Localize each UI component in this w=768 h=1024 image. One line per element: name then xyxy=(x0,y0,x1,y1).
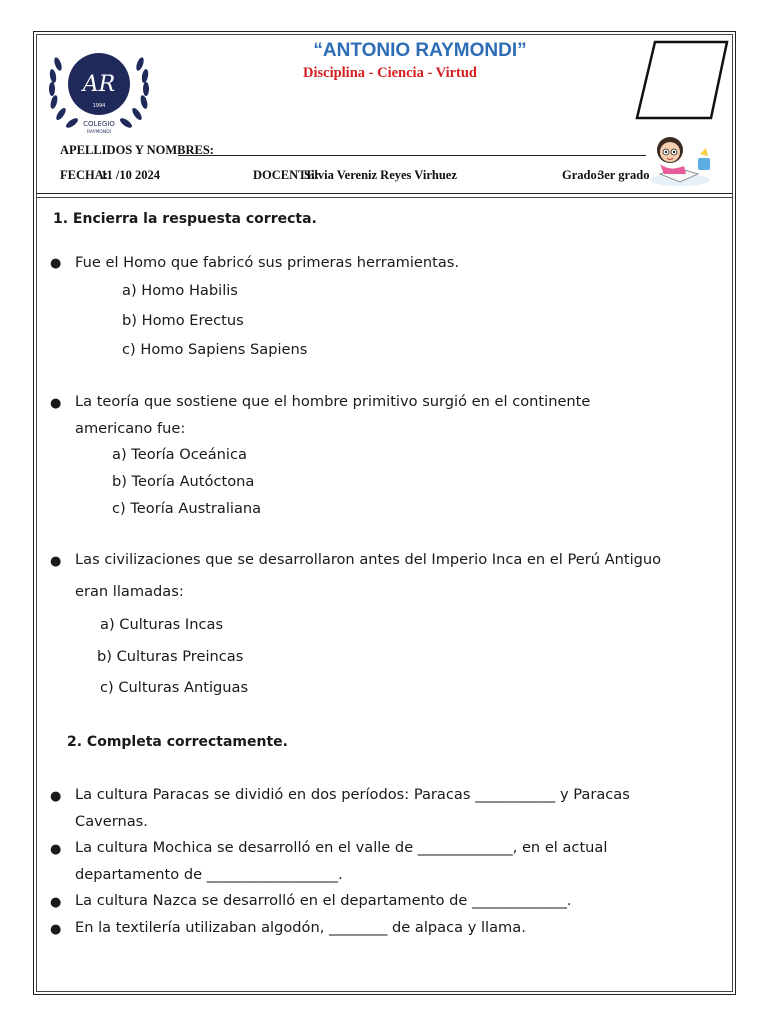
logo-caption: COLEGIO xyxy=(83,120,115,128)
logo-subcaption: RAYMONDI xyxy=(86,130,112,135)
q1-option-a[interactable]: a) Homo Habilis xyxy=(122,282,238,299)
section2-title: 2. Completa correctamente. xyxy=(67,734,288,750)
teacher-value: Silvia Vereniz Reyes Virhuez xyxy=(304,168,457,182)
header-divider xyxy=(36,193,733,194)
school-title: “ANTONIO RAYMONDI” xyxy=(313,40,527,61)
school-logo xyxy=(44,46,154,138)
q2-option-c[interactable]: c) Teoría Australiana xyxy=(112,500,262,517)
q3-text-line2: eran llamadas: xyxy=(75,583,184,600)
logo-monogram: AR xyxy=(82,72,116,97)
q3-option-b[interactable]: b) Culturas Preincas xyxy=(97,648,244,665)
q2-text-line1: La teoría que sostiene que el hombre primitivo surgió en el continente xyxy=(75,393,591,410)
q3-option-c[interactable]: c) Culturas Antiguas xyxy=(100,679,249,696)
date-label: FECHA: xyxy=(60,168,108,182)
bullet-dot: ● xyxy=(50,789,62,804)
bullet-dot: ● xyxy=(50,842,62,857)
logo-year: 1994 xyxy=(92,103,106,109)
q2-text-line2: americano fue: xyxy=(75,420,186,437)
q3-option-a[interactable]: a) Culturas Incas xyxy=(100,616,224,633)
date-value: 11 /10 2024 xyxy=(101,168,161,182)
fill-item-1-line2: Cavernas. xyxy=(75,813,148,830)
school-motto: Disciplina - Ciencia - Virtud xyxy=(302,65,477,81)
grade-value: 3er grado xyxy=(598,168,650,182)
bullet-dot: ● xyxy=(50,396,62,411)
names-blank-line[interactable] xyxy=(178,155,646,156)
fill-item-1-line1: La cultura Paracas se dividió en dos períodos: Paracas ___________ y Paracas xyxy=(75,786,630,803)
q2-option-a[interactable]: a) Teoría Oceánica xyxy=(112,446,247,463)
q2-option-b[interactable]: b) Teoría Autóctona xyxy=(112,473,255,490)
bullet-dot: ● xyxy=(50,554,62,569)
bullet-dot: ● xyxy=(50,922,62,937)
q1-text: Fue el Homo que fabricó sus primeras herramientas. xyxy=(75,254,460,271)
teacher-label: DOCENTE: xyxy=(253,168,319,182)
fill-item-2-line2: departamento de __________________. xyxy=(75,866,343,883)
bullet-dot: ● xyxy=(50,256,62,271)
fill-item-4-line1: En la textilería utilizaban algodón, ________ de alpaca y llama. xyxy=(75,919,526,936)
header-divider-inner xyxy=(36,197,733,198)
names-label: APELLIDOS Y NOMBRES: xyxy=(60,143,214,157)
q1-option-b[interactable]: b) Homo Erectus xyxy=(122,312,244,329)
grade-label: Grado: xyxy=(562,168,601,182)
bullet-dot: ● xyxy=(50,895,62,910)
q1-option-c[interactable]: c) Homo Sapiens Sapiens xyxy=(122,341,308,358)
q3-text-line1: Las civilizaciones que se desarrollaron antes del Imperio Inca en el Perú Antiguo xyxy=(75,551,662,568)
photo-box xyxy=(633,40,729,122)
girl-reading-icon xyxy=(640,128,716,188)
fill-item-2-line1: La cultura Mochica se desarrolló en el valle de _____________, en el actual xyxy=(75,839,608,856)
section1-title: 1. Encierra la respuesta correcta. xyxy=(53,211,317,227)
fill-item-3-line1: La cultura Nazca se desarrolló en el departamento de _____________. xyxy=(75,892,572,909)
